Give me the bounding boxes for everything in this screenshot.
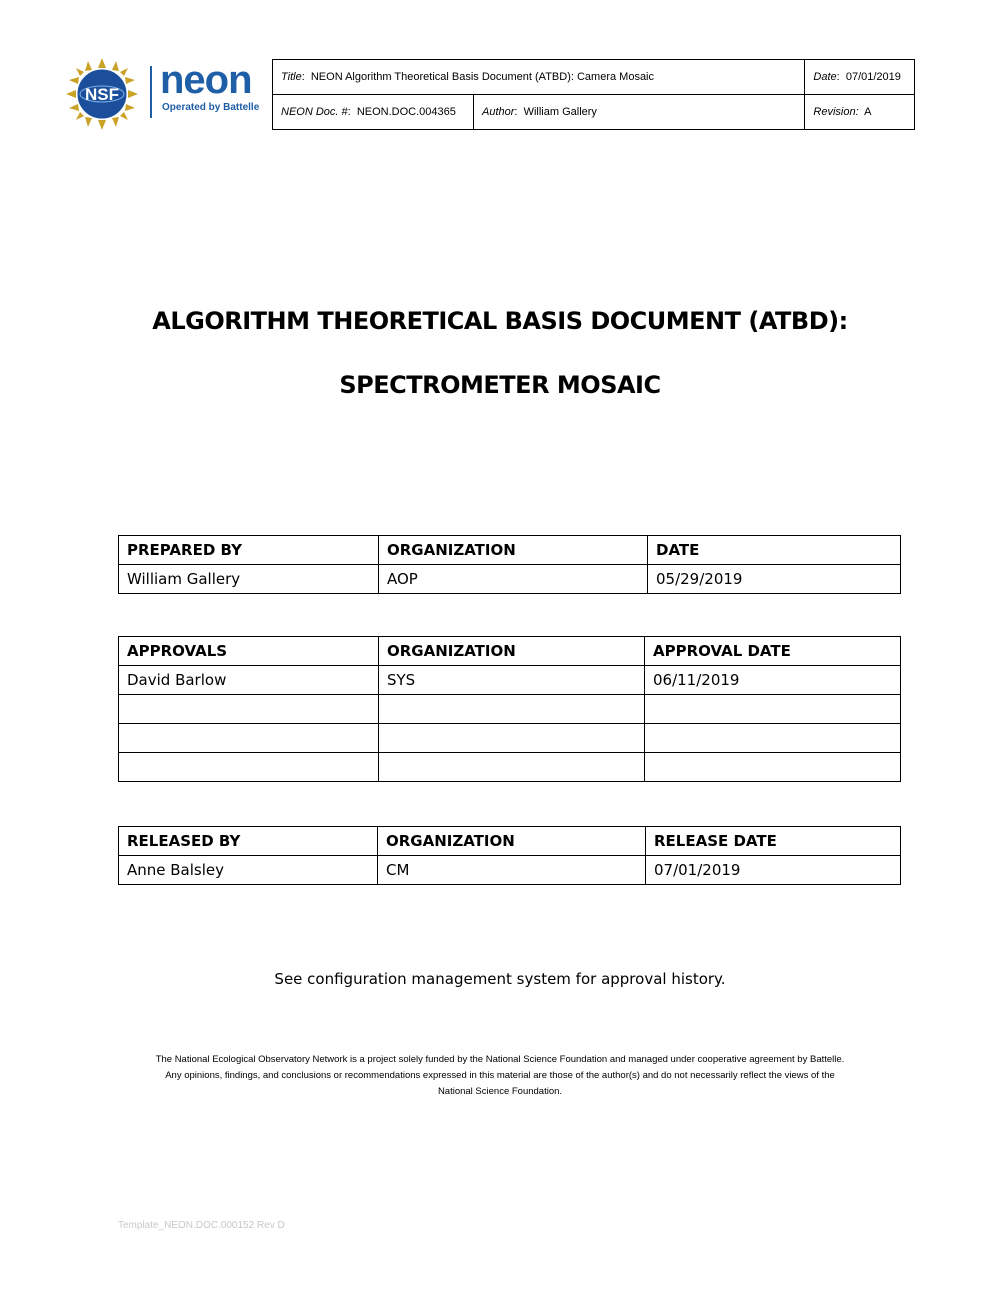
document-title-line1: ALGORITHM THEORETICAL BASIS DOCUMENT (ATBD): [152, 307, 848, 335]
header-title-cell: Title: NEON Algorithm Theoretical Basis Document (ATBD): Camera Mosaic [273, 60, 805, 95]
table-header-cell: RELEASED BY [119, 827, 378, 856]
nsf-seal-icon [66, 58, 138, 130]
table-cell: 06/11/2019 [645, 666, 901, 695]
header-doc-value: NEON.DOC.004365 [356, 106, 456, 118]
table-cell: Anne Balsley [119, 856, 378, 885]
table-header-row [119, 536, 901, 565]
table-header-row [119, 637, 901, 666]
table-cell: 05/29/2019 [648, 565, 901, 594]
table-row [119, 724, 901, 753]
approval-history-note: See configuration management system for approval history. [274, 970, 726, 988]
nsf-seal-text: NSF [85, 85, 119, 104]
header-revision-value: A [864, 106, 872, 118]
table-cell: CM [378, 856, 646, 885]
table-cell [379, 724, 645, 753]
logo-divider [150, 66, 152, 118]
table-row [119, 565, 901, 594]
header-title-label: Title [281, 71, 302, 83]
neon-wordmark: neon [160, 58, 252, 102]
table-cell [119, 695, 379, 724]
header-date-label: Date [813, 71, 837, 83]
template-footer: Template_NEON.DOC.000152 Rev D [118, 1220, 285, 1231]
table-row [119, 856, 901, 885]
approvals-table [118, 636, 901, 782]
header-logo [66, 56, 272, 130]
neon-tagline: Operated by Battelle [162, 102, 260, 113]
header-title-value: NEON Algorithm Theoretical Basis Document (ATBD): Camera Mosaic [310, 71, 655, 83]
prepared-by-table [118, 535, 901, 594]
table-cell [645, 753, 901, 782]
table-cell: David Barlow [119, 666, 379, 695]
disclaimer-line: Any opinions, findings, and conclusions or recommendations expressed in this material are those of the author(s) and do not necessarily reflect the views of the [165, 1070, 835, 1081]
header-author-cell: Author: William Gallery [474, 95, 805, 130]
header-info-table [272, 59, 915, 130]
header-author-value: William Gallery [523, 106, 597, 118]
table-header-cell: APPROVALS [119, 637, 379, 666]
table-header-cell: APPROVAL DATE [645, 637, 901, 666]
table-cell [119, 753, 379, 782]
table-cell: SYS [379, 666, 645, 695]
table-cell [119, 724, 379, 753]
header-revision-label: Revision: [813, 106, 859, 118]
table-header-cell: DATE [648, 536, 901, 565]
table-row [119, 666, 901, 695]
table-header-cell: ORGANIZATION [378, 827, 646, 856]
header-date-cell: Date: 07/01/2019 [805, 60, 915, 95]
table-cell [379, 695, 645, 724]
table-cell: William Gallery [119, 565, 379, 594]
header-revision-cell [805, 95, 915, 130]
table-cell: AOP [379, 565, 648, 594]
document-title-line2: SPECTROMETER MOSAIC [339, 371, 661, 399]
header-doc-cell: NEON Doc. #: NEON.DOC.004365 [273, 95, 474, 130]
table-header-cell: RELEASE DATE [646, 827, 901, 856]
table-row [119, 753, 901, 782]
table-cell [645, 695, 901, 724]
table-cell [645, 724, 901, 753]
table-row [119, 695, 901, 724]
released-by-table [118, 826, 901, 885]
table-header-cell: PREPARED BY [119, 536, 379, 565]
table-cell [379, 753, 645, 782]
table-header-row [119, 827, 901, 856]
header-doc-label: NEON Doc. # [281, 106, 348, 118]
disclaimer-line: National Science Foundation. [437, 1086, 563, 1097]
disclaimer-line: The National Ecological Observatory Network is a project solely funded by the National Science Foundation and managed under cooperative agreement by Battelle. [155, 1054, 845, 1065]
header-date-value: 07/01/2019 [845, 71, 901, 83]
table-header-cell: ORGANIZATION [379, 536, 648, 565]
header-author-label: Author [482, 106, 515, 118]
table-header-cell: ORGANIZATION [379, 637, 645, 666]
funding-disclaimer [110, 1052, 890, 1100]
table-cell: 07/01/2019 [646, 856, 901, 885]
